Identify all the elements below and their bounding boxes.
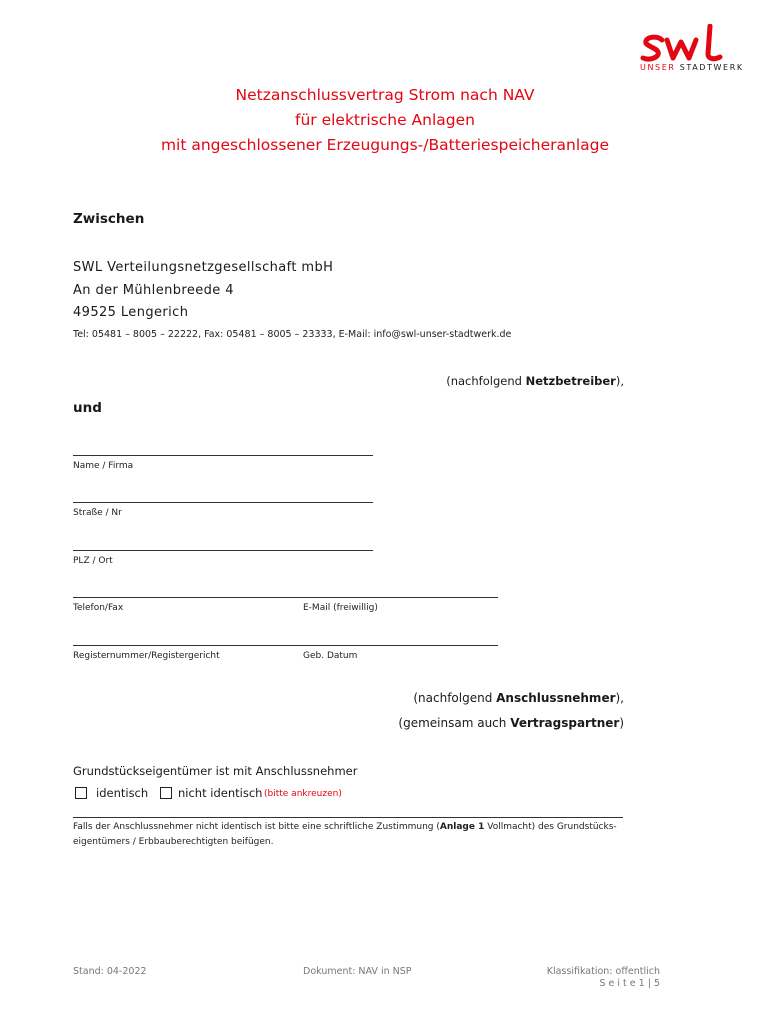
name-label: Name / Firma <box>73 461 134 471</box>
footer-stand: Stand: 04-2022 <box>73 966 147 977</box>
title-line-2: für elektrische Anlagen <box>294 111 475 129</box>
owner-note-1: Falls der Anschlussnehmer nicht identisch ist bitte eine schriftliche Zustimmung (Anlage 1 Vollmacht) des Grundstücks- <box>73 822 617 832</box>
not-identical-label: nicht identisch <box>178 786 263 800</box>
joint-role: (gemeinsam auch Vertragspartner) <box>398 716 624 730</box>
footer-classification: Klassifikation: offentlich <box>546 966 660 977</box>
and-label: und <box>73 400 102 416</box>
operator-city: 49525 Lengerich <box>73 305 189 320</box>
owner-note-2: eigentümers / Erbbauberechtigten beifügen. <box>73 837 274 847</box>
email-label: E-Mail (freiwillig) <box>303 603 378 613</box>
between-label: Zwischen <box>73 211 145 227</box>
register-label: Registernummer/Registergericht <box>73 651 220 661</box>
operator-street: An der Mühlenbreede 4 <box>73 283 234 298</box>
street-line[interactable] <box>73 502 373 503</box>
owner-question: Grundstückseigentümer ist mit Anschlussnehmer <box>73 764 358 778</box>
operator-contact: Tel: 05481 – 8005 – 22222, Fax: 05481 – 8005 – 23333, E-Mail: info@swl-unser-stadtwerk.de <box>73 329 512 340</box>
title-line-1: Netzanschlussvertrag Strom nach NAV <box>235 86 535 104</box>
operator-name: SWL Verteilungsnetzgesellschaft mbH <box>73 260 334 275</box>
identical-checkbox[interactable] <box>75 787 87 799</box>
check-hint: (bitte ankreuzen) <box>264 789 342 799</box>
logo-tagline: UNSER STADTWERK <box>640 63 744 72</box>
customer-role: (nachfolgend Anschlussnehmer), <box>413 691 624 705</box>
register-dob-line[interactable] <box>73 645 498 646</box>
dob-label: Geb. Datum <box>303 651 358 661</box>
name-line[interactable] <box>73 455 373 456</box>
phone-email-line[interactable] <box>73 597 498 598</box>
footer-document: Dokument: NAV in NSP <box>303 966 412 977</box>
phone-label: Telefon/Fax <box>73 603 124 613</box>
operator-role: (nachfolgend Netzbetreiber), <box>446 374 624 388</box>
city-label: PLZ / Ort <box>73 556 113 566</box>
not-identical-checkbox[interactable] <box>160 787 172 799</box>
title-line-3: mit angeschlossener Erzeugungs-/Batteriespeicheranlage <box>160 136 610 154</box>
identical-label: identisch <box>96 786 149 800</box>
owner-line[interactable] <box>73 817 623 818</box>
footer-page-number: S e i t e 1 | 5 <box>599 978 660 989</box>
street-label: Straße / Nr <box>73 508 122 518</box>
city-line[interactable] <box>73 550 373 551</box>
